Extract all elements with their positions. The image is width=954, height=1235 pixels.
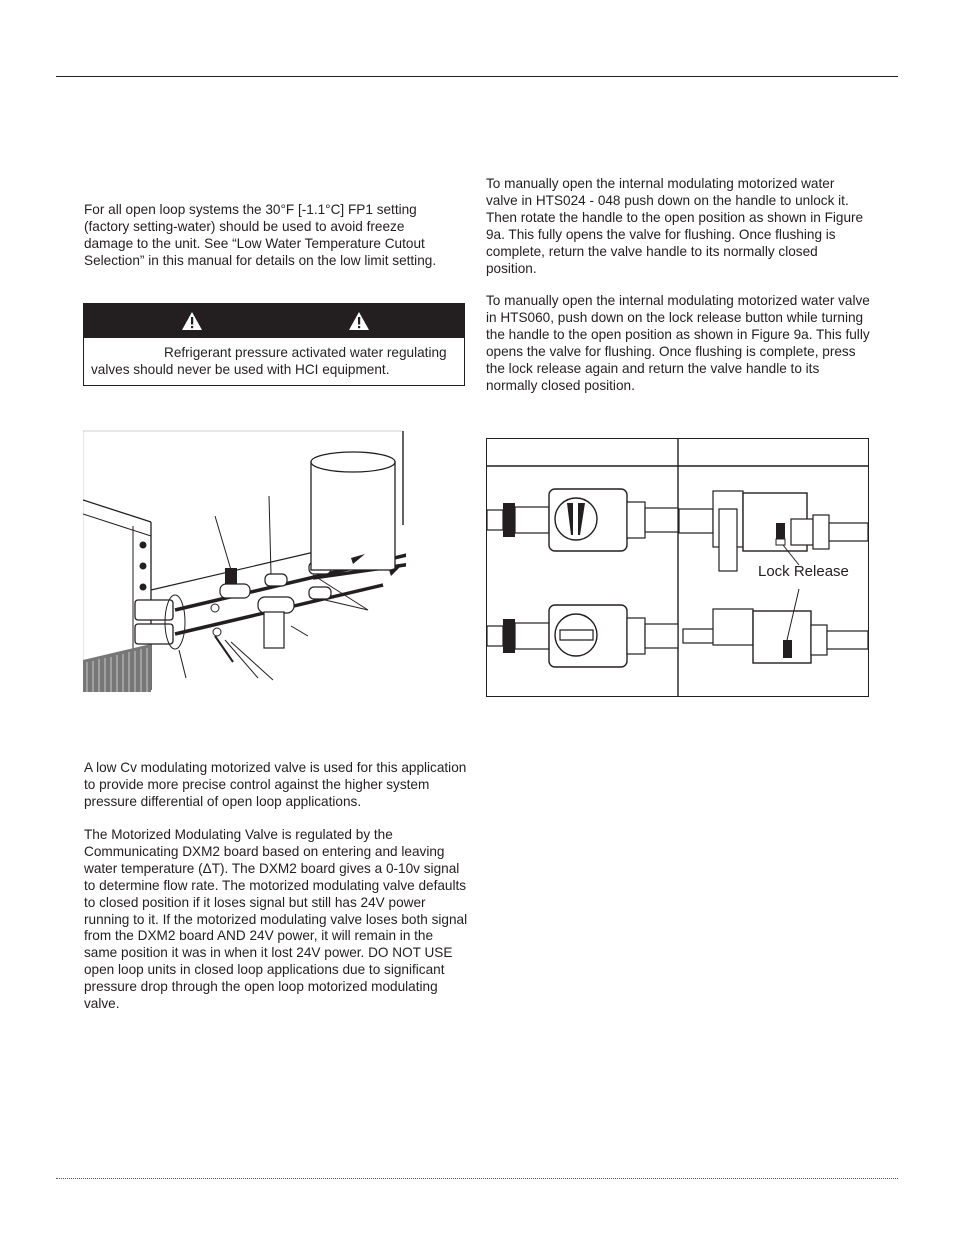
warning-triangle-icon: [348, 311, 370, 331]
motorized-valve-paragraph: The Motorized Modulating Valve is regulated by the Communicating DXM2 board based on entering and leaving water temperature (ΔT). The DXM2 board gives a 0-10v signal to determine flow rate. The motorized modulating valve defaults to closed position if it loses signal but still has 24V power running to it. If the motorized modulating valve loses both signal from the DXM2 board AND 24V power, it will remain in the same position it was in when it lost 24V power. DO NOT USE open loop units in closed loop applications due to significant pressure drop through the open loop motorized modulating valve.: [84, 827, 468, 1012]
low-cv-paragraph: A low Cv modulating motorized valve is used for this application to provide more precise control against the higher system pressure differential of open loop applications.: [84, 760, 467, 809]
footer-rule: [56, 1178, 898, 1179]
valve-hts024-open: [487, 605, 678, 667]
valve-hts024-closed: [487, 489, 678, 551]
open-loop-paragraph: For all open loop systems the 30°F [-1.1°C] FP1 setting (factory setting-water) should be used to avoid freeze damage to the unit. See “Low Water Temperature Cutout Selection” in this manual for details on the low limit setting.: [84, 202, 437, 268]
warning-header-bar: [84, 304, 464, 338]
hts024-048-paragraph: To manually open the internal modulating motorized water valve in HTS024 - 048 push down on the handle to unlock it. Then rotate the handle to the open position as shown in Figure 9a. This fully opens the valve for flushing. Once flushing is complete, return the valve handle to its normally closed position.: [486, 176, 864, 276]
warning-triangle-icon: [181, 311, 203, 331]
warning-box: [83, 303, 465, 386]
open-loop-installation-figure: [83, 430, 406, 693]
warning-text: Refrigerant pressure activated water regulating valves should never be used with HCI equipment.: [91, 345, 447, 377]
header-rule: [56, 76, 898, 77]
valve-hts060-closed: [679, 491, 868, 571]
valve-hts060-open: [683, 589, 868, 663]
lock-release-label: Lock Release: [758, 563, 849, 580]
hts060-paragraph: To manually open the internal modulating motorized water valve in HTS060, push down on the lock release button while turning the handle to the open position as shown in Figure 9a. This fully opens the valve for flushing. Once flushing is complete, press the lock release again and return the valve handle to its normally closed position.: [486, 293, 870, 393]
